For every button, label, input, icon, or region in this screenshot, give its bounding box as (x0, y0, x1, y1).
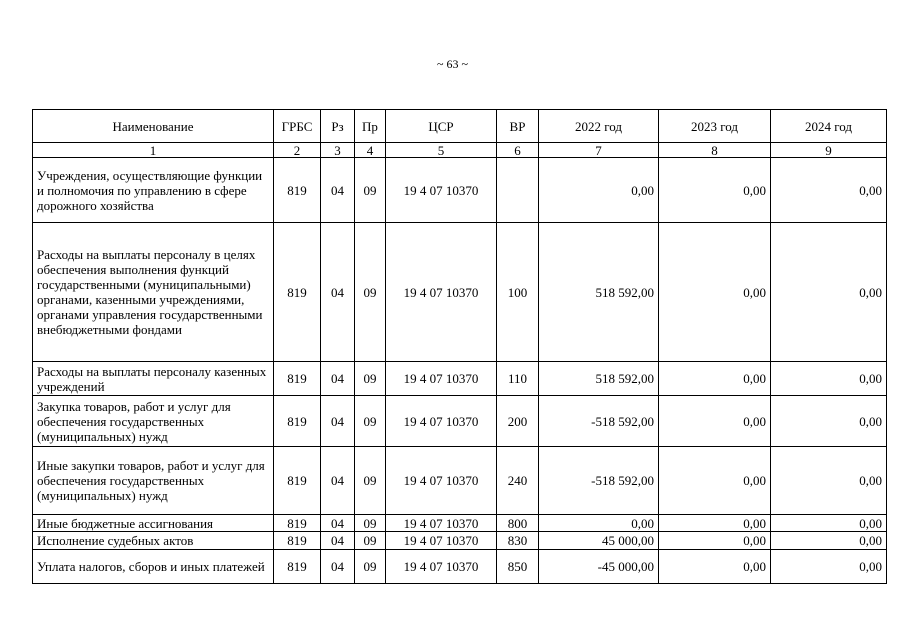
row-vr: 100 (497, 223, 539, 362)
header-name: Наименование (33, 110, 274, 143)
row-2023: 0,00 (659, 223, 771, 362)
column-number: 2 (274, 143, 321, 158)
row-csr: 19 4 07 10370 (386, 550, 497, 584)
table-row (33, 158, 887, 223)
row-rz: 04 (321, 223, 355, 362)
table-row (33, 396, 887, 447)
row-2023: 0,00 (659, 362, 771, 396)
row-name: Уплата налогов, сборов и иных платежей (33, 550, 274, 584)
row-csr: 19 4 07 10370 (386, 158, 497, 223)
table-row (33, 447, 887, 515)
column-number: 9 (771, 143, 887, 158)
row-vr: 110 (497, 362, 539, 396)
row-vr: 240 (497, 447, 539, 515)
row-vr: 830 (497, 532, 539, 550)
row-name: Учреждения, осуществляющие функции и полномочия по управлению в сфере дорожного хозяйства (33, 158, 274, 223)
row-2024: 0,00 (771, 362, 887, 396)
row-2024: 0,00 (771, 515, 887, 532)
row-2022: 518 592,00 (539, 362, 659, 396)
row-2022: 0,00 (539, 158, 659, 223)
row-rz: 04 (321, 158, 355, 223)
row-rz: 04 (321, 447, 355, 515)
column-number: 4 (355, 143, 386, 158)
row-name: Иные закупки товаров, работ и услуг для обеспечения государственных (муниципальных) нужд (33, 447, 274, 515)
row-2024: 0,00 (771, 223, 887, 362)
row-grbs: 819 (274, 362, 321, 396)
header-row (33, 110, 887, 143)
row-csr: 19 4 07 10370 (386, 223, 497, 362)
row-2023: 0,00 (659, 158, 771, 223)
column-number: 1 (33, 143, 274, 158)
row-2023: 0,00 (659, 447, 771, 515)
table-row (33, 532, 887, 550)
header-2023: 2023 год (659, 110, 771, 143)
row-name: Расходы на выплаты персоналу в целях обеспечения выполнения функций государственными (муниципальными) органами, казенными учреждениями, органами управления государственными внебюджетными фондами (33, 223, 274, 362)
row-2024: 0,00 (771, 447, 887, 515)
header-2024: 2024 год (771, 110, 887, 143)
table-row (33, 515, 887, 532)
column-number: 6 (497, 143, 539, 158)
row-rz: 04 (321, 550, 355, 584)
row-pr: 09 (355, 158, 386, 223)
row-pr: 09 (355, 362, 386, 396)
row-grbs: 819 (274, 515, 321, 532)
row-vr: 800 (497, 515, 539, 532)
row-2022: 45 000,00 (539, 532, 659, 550)
row-2024: 0,00 (771, 396, 887, 447)
row-pr: 09 (355, 223, 386, 362)
row-2022: -45 000,00 (539, 550, 659, 584)
row-rz: 04 (321, 362, 355, 396)
table-row (33, 550, 887, 584)
header-grbs: ГРБС (274, 110, 321, 143)
row-grbs: 819 (274, 550, 321, 584)
table-row (33, 362, 887, 396)
row-pr: 09 (355, 396, 386, 447)
row-csr: 19 4 07 10370 (386, 362, 497, 396)
column-number: 5 (386, 143, 497, 158)
row-name: Расходы на выплаты персоналу казенных учреждений (33, 362, 274, 396)
row-2023: 0,00 (659, 515, 771, 532)
row-name: Иные бюджетные ассигнования (33, 515, 274, 532)
row-pr: 09 (355, 447, 386, 515)
row-csr: 19 4 07 10370 (386, 532, 497, 550)
row-pr: 09 (355, 550, 386, 584)
row-vr: 850 (497, 550, 539, 584)
header-2022: 2022 год (539, 110, 659, 143)
row-grbs: 819 (274, 158, 321, 223)
row-vr (497, 158, 539, 223)
row-2022: -518 592,00 (539, 447, 659, 515)
row-rz: 04 (321, 515, 355, 532)
row-grbs: 819 (274, 223, 321, 362)
header-rz: Рз (321, 110, 355, 143)
row-2023: 0,00 (659, 550, 771, 584)
row-2023: 0,00 (659, 532, 771, 550)
row-grbs: 819 (274, 532, 321, 550)
row-grbs: 819 (274, 447, 321, 515)
row-csr: 19 4 07 10370 (386, 447, 497, 515)
row-grbs: 819 (274, 396, 321, 447)
column-number: 7 (539, 143, 659, 158)
row-2022: 0,00 (539, 515, 659, 532)
row-2024: 0,00 (771, 532, 887, 550)
column-numbers-row (33, 143, 887, 158)
row-csr: 19 4 07 10370 (386, 396, 497, 447)
row-rz: 04 (321, 396, 355, 447)
page-number: ~ 63 ~ (437, 57, 468, 71)
row-2022: 518 592,00 (539, 223, 659, 362)
row-name: Закупка товаров, работ и услуг для обеспечения государственных (муниципальных) нужд (33, 396, 274, 447)
row-2022: -518 592,00 (539, 396, 659, 447)
row-csr: 19 4 07 10370 (386, 515, 497, 532)
budget-table (32, 109, 887, 584)
row-pr: 09 (355, 515, 386, 532)
header-pr: Пр (355, 110, 386, 143)
row-name: Исполнение судебных актов (33, 532, 274, 550)
row-2023: 0,00 (659, 396, 771, 447)
table-row (33, 223, 887, 362)
row-pr: 09 (355, 532, 386, 550)
column-number: 3 (321, 143, 355, 158)
row-2024: 0,00 (771, 550, 887, 584)
row-2024: 0,00 (771, 158, 887, 223)
header-vr: ВР (497, 110, 539, 143)
column-number: 8 (659, 143, 771, 158)
row-vr: 200 (497, 396, 539, 447)
row-rz: 04 (321, 532, 355, 550)
header-csr: ЦСР (386, 110, 497, 143)
